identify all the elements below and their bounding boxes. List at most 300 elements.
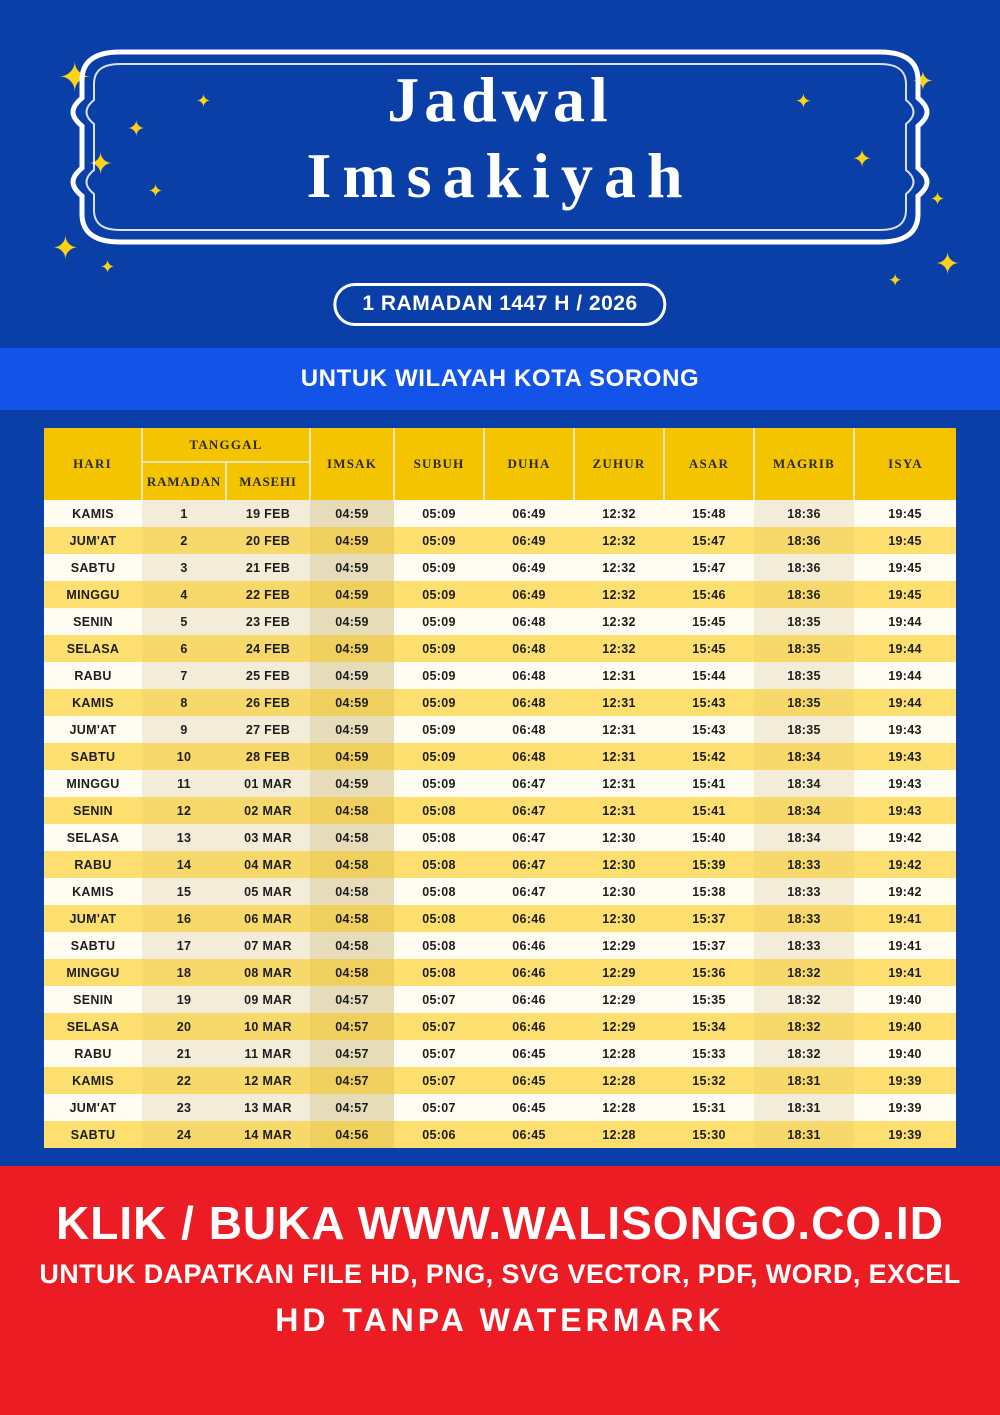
cell-imsak: 04:59 bbox=[310, 581, 394, 608]
cell-duha: 06:47 bbox=[484, 770, 574, 797]
cell-hari: JUM'AT bbox=[44, 716, 142, 743]
cell-isya: 19:44 bbox=[854, 689, 956, 716]
schedule-table-container bbox=[44, 428, 956, 1148]
cell-zuhur: 12:31 bbox=[574, 743, 664, 770]
col-header-imsak: IMSAK bbox=[310, 428, 394, 500]
cell-imsak: 04:58 bbox=[310, 851, 394, 878]
cell-duha: 06:48 bbox=[484, 716, 574, 743]
table-row bbox=[44, 1121, 956, 1148]
table-header bbox=[44, 428, 956, 500]
cell-asar: 15:33 bbox=[664, 1040, 754, 1067]
col-header-duha: DUHA bbox=[484, 428, 574, 500]
cell-magrib: 18:34 bbox=[754, 770, 854, 797]
cell-zuhur: 12:29 bbox=[574, 986, 664, 1013]
col-header-isya: ISYA bbox=[854, 428, 956, 500]
promo-footer bbox=[0, 1166, 1000, 1415]
cell-zuhur: 12:31 bbox=[574, 797, 664, 824]
promo-website-line[interactable]: KLIK / BUKA WWW.WALISONGO.CO.ID bbox=[56, 1197, 944, 1249]
table-row bbox=[44, 878, 956, 905]
cell-asar: 15:43 bbox=[664, 716, 754, 743]
cell-masehi: 27 FEB bbox=[226, 716, 310, 743]
cell-hari: SELASA bbox=[44, 1013, 142, 1040]
cell-ramadan: 12 bbox=[142, 797, 226, 824]
cell-hari: SABTU bbox=[44, 554, 142, 581]
ramadan-date-badge: 1 RAMADAN 1447 H / 2026 bbox=[333, 283, 666, 326]
cell-hari: SENIN bbox=[44, 986, 142, 1013]
schedule-table bbox=[44, 428, 956, 1148]
cell-ramadan: 24 bbox=[142, 1121, 226, 1148]
cell-isya: 19:42 bbox=[854, 878, 956, 905]
cell-ramadan: 2 bbox=[142, 527, 226, 554]
star-icon: ✦ bbox=[127, 116, 146, 141]
cell-masehi: 22 FEB bbox=[226, 581, 310, 608]
cell-magrib: 18:36 bbox=[754, 500, 854, 527]
cell-zuhur: 12:31 bbox=[574, 770, 664, 797]
promo-formats-line: UNTUK DAPATKAN FILE HD, PNG, SVG VECTOR, PDF, WORD, EXCEL bbox=[39, 1259, 961, 1289]
cell-hari: RABU bbox=[44, 662, 142, 689]
cell-isya: 19:43 bbox=[854, 716, 956, 743]
cell-hari: SABTU bbox=[44, 1121, 142, 1148]
cell-isya: 19:41 bbox=[854, 905, 956, 932]
table-row bbox=[44, 959, 956, 986]
cell-masehi: 03 MAR bbox=[226, 824, 310, 851]
table-row bbox=[44, 1040, 956, 1067]
cell-zuhur: 12:29 bbox=[574, 959, 664, 986]
cell-duha: 06:48 bbox=[484, 689, 574, 716]
cell-duha: 06:47 bbox=[484, 878, 574, 905]
cell-ramadan: 23 bbox=[142, 1094, 226, 1121]
cell-isya: 19:44 bbox=[854, 662, 956, 689]
cell-subuh: 05:06 bbox=[394, 1121, 484, 1148]
table-row bbox=[44, 905, 956, 932]
cell-duha: 06:47 bbox=[484, 824, 574, 851]
cell-asar: 15:45 bbox=[664, 635, 754, 662]
cell-asar: 15:46 bbox=[664, 581, 754, 608]
cell-duha: 06:49 bbox=[484, 554, 574, 581]
cell-ramadan: 9 bbox=[142, 716, 226, 743]
cell-asar: 15:47 bbox=[664, 527, 754, 554]
table-row bbox=[44, 743, 956, 770]
cell-duha: 06:46 bbox=[484, 932, 574, 959]
cell-isya: 19:45 bbox=[854, 500, 956, 527]
cell-hari: KAMIS bbox=[44, 689, 142, 716]
cell-masehi: 01 MAR bbox=[226, 770, 310, 797]
cell-ramadan: 14 bbox=[142, 851, 226, 878]
table-row bbox=[44, 608, 956, 635]
cell-duha: 06:48 bbox=[484, 662, 574, 689]
region-band bbox=[0, 348, 1000, 410]
cell-isya: 19:39 bbox=[854, 1121, 956, 1148]
table-row bbox=[44, 635, 956, 662]
cell-imsak: 04:58 bbox=[310, 878, 394, 905]
cell-zuhur: 12:28 bbox=[574, 1121, 664, 1148]
cell-hari: SELASA bbox=[44, 824, 142, 851]
table-row bbox=[44, 554, 956, 581]
cell-zuhur: 12:31 bbox=[574, 716, 664, 743]
cell-magrib: 18:32 bbox=[754, 986, 854, 1013]
cell-zuhur: 12:29 bbox=[574, 932, 664, 959]
cell-zuhur: 12:32 bbox=[574, 608, 664, 635]
region-label: UNTUK WILAYAH KOTA SORONG bbox=[300, 365, 700, 392]
cell-imsak: 04:56 bbox=[310, 1121, 394, 1148]
cell-masehi: 21 FEB bbox=[226, 554, 310, 581]
cell-subuh: 05:09 bbox=[394, 554, 484, 581]
cell-subuh: 05:08 bbox=[394, 851, 484, 878]
cell-hari: MINGGU bbox=[44, 581, 142, 608]
cell-asar: 15:37 bbox=[664, 905, 754, 932]
table-row bbox=[44, 797, 956, 824]
cell-magrib: 18:35 bbox=[754, 689, 854, 716]
cell-duha: 06:48 bbox=[484, 743, 574, 770]
cell-magrib: 18:36 bbox=[754, 527, 854, 554]
cell-masehi: 08 MAR bbox=[226, 959, 310, 986]
cell-imsak: 04:57 bbox=[310, 1094, 394, 1121]
cell-duha: 06:45 bbox=[484, 1067, 574, 1094]
table-body bbox=[44, 500, 956, 1148]
cell-subuh: 05:07 bbox=[394, 986, 484, 1013]
cell-magrib: 18:35 bbox=[754, 716, 854, 743]
cell-hari: RABU bbox=[44, 851, 142, 878]
cell-zuhur: 12:32 bbox=[574, 635, 664, 662]
table-row bbox=[44, 716, 956, 743]
cell-ramadan: 6 bbox=[142, 635, 226, 662]
cell-asar: 15:43 bbox=[664, 689, 754, 716]
cell-magrib: 18:35 bbox=[754, 662, 854, 689]
cell-asar: 15:38 bbox=[664, 878, 754, 905]
cell-masehi: 23 FEB bbox=[226, 608, 310, 635]
cell-zuhur: 12:30 bbox=[574, 851, 664, 878]
cell-subuh: 05:08 bbox=[394, 932, 484, 959]
col-header-hari: HARI bbox=[44, 428, 142, 500]
title-line-jadwal: Jadwal bbox=[387, 64, 613, 135]
star-icon: ✦ bbox=[930, 189, 946, 209]
cell-zuhur: 12:32 bbox=[574, 500, 664, 527]
table-row bbox=[44, 527, 956, 554]
cell-zuhur: 12:32 bbox=[574, 527, 664, 554]
cell-hari: RABU bbox=[44, 1040, 142, 1067]
cell-ramadan: 15 bbox=[142, 878, 226, 905]
cell-asar: 15:39 bbox=[664, 851, 754, 878]
cell-magrib: 18:34 bbox=[754, 743, 854, 770]
cell-imsak: 04:59 bbox=[310, 500, 394, 527]
cell-ramadan: 17 bbox=[142, 932, 226, 959]
cell-hari: JUM'AT bbox=[44, 527, 142, 554]
cell-masehi: 02 MAR bbox=[226, 797, 310, 824]
cell-isya: 19:39 bbox=[854, 1094, 956, 1121]
cell-masehi: 13 MAR bbox=[226, 1094, 310, 1121]
star-icon: ✦ bbox=[935, 248, 961, 281]
cell-isya: 19:44 bbox=[854, 608, 956, 635]
table-header-row-1 bbox=[44, 428, 956, 462]
cell-ramadan: 5 bbox=[142, 608, 226, 635]
cell-subuh: 05:09 bbox=[394, 770, 484, 797]
cell-masehi: 04 MAR bbox=[226, 851, 310, 878]
cell-asar: 15:47 bbox=[664, 554, 754, 581]
star-icon: ✦ bbox=[148, 181, 164, 201]
cell-isya: 19:40 bbox=[854, 1040, 956, 1067]
cell-hari: MINGGU bbox=[44, 959, 142, 986]
cell-subuh: 05:09 bbox=[394, 500, 484, 527]
cell-magrib: 18:32 bbox=[754, 959, 854, 986]
cell-masehi: 24 FEB bbox=[226, 635, 310, 662]
cell-imsak: 04:58 bbox=[310, 932, 394, 959]
cell-asar: 15:37 bbox=[664, 932, 754, 959]
star-icon: ✦ bbox=[52, 230, 79, 266]
cell-magrib: 18:32 bbox=[754, 1040, 854, 1067]
cell-subuh: 05:09 bbox=[394, 581, 484, 608]
cell-asar: 15:30 bbox=[664, 1121, 754, 1148]
cell-imsak: 04:58 bbox=[310, 959, 394, 986]
cell-hari: KAMIS bbox=[44, 500, 142, 527]
cell-ramadan: 16 bbox=[142, 905, 226, 932]
cell-isya: 19:44 bbox=[854, 635, 956, 662]
cell-isya: 19:42 bbox=[854, 851, 956, 878]
cell-asar: 15:42 bbox=[664, 743, 754, 770]
cell-masehi: 14 MAR bbox=[226, 1121, 310, 1148]
table-row bbox=[44, 932, 956, 959]
cell-isya: 19:43 bbox=[854, 743, 956, 770]
cell-imsak: 04:59 bbox=[310, 527, 394, 554]
cell-imsak: 04:58 bbox=[310, 905, 394, 932]
col-header-magrib: MAGRIB bbox=[754, 428, 854, 500]
cell-subuh: 05:09 bbox=[394, 608, 484, 635]
cell-subuh: 05:08 bbox=[394, 878, 484, 905]
cell-duha: 06:46 bbox=[484, 959, 574, 986]
cell-asar: 15:48 bbox=[664, 500, 754, 527]
star-icon: ✦ bbox=[100, 257, 116, 277]
cell-isya: 19:45 bbox=[854, 581, 956, 608]
cell-imsak: 04:58 bbox=[310, 824, 394, 851]
star-icon: ✦ bbox=[912, 66, 934, 96]
cell-subuh: 05:08 bbox=[394, 905, 484, 932]
cell-magrib: 18:36 bbox=[754, 554, 854, 581]
cell-zuhur: 12:28 bbox=[574, 1040, 664, 1067]
cell-hari: SENIN bbox=[44, 797, 142, 824]
cell-magrib: 18:35 bbox=[754, 635, 854, 662]
cell-ramadan: 22 bbox=[142, 1067, 226, 1094]
table-row bbox=[44, 770, 956, 797]
col-header-subuh: SUBUH bbox=[394, 428, 484, 500]
cell-ramadan: 7 bbox=[142, 662, 226, 689]
cell-subuh: 05:07 bbox=[394, 1013, 484, 1040]
cell-isya: 19:43 bbox=[854, 797, 956, 824]
cell-magrib: 18:33 bbox=[754, 851, 854, 878]
cell-duha: 06:48 bbox=[484, 608, 574, 635]
cell-ramadan: 18 bbox=[142, 959, 226, 986]
cell-hari: KAMIS bbox=[44, 1067, 142, 1094]
cell-masehi: 12 MAR bbox=[226, 1067, 310, 1094]
cell-hari: MINGGU bbox=[44, 770, 142, 797]
table-row bbox=[44, 500, 956, 527]
table-row bbox=[44, 851, 956, 878]
cell-asar: 15:35 bbox=[664, 986, 754, 1013]
cell-asar: 15:40 bbox=[664, 824, 754, 851]
cell-magrib: 18:35 bbox=[754, 608, 854, 635]
col-header-tanggal: TANGGAL bbox=[142, 428, 310, 462]
star-icon: ✦ bbox=[58, 56, 92, 100]
star-icon: ✦ bbox=[88, 148, 114, 181]
cell-masehi: 28 FEB bbox=[226, 743, 310, 770]
cell-imsak: 04:57 bbox=[310, 986, 394, 1013]
cell-imsak: 04:59 bbox=[310, 716, 394, 743]
cell-ramadan: 13 bbox=[142, 824, 226, 851]
cell-ramadan: 11 bbox=[142, 770, 226, 797]
cell-isya: 19:43 bbox=[854, 770, 956, 797]
cell-duha: 06:47 bbox=[484, 797, 574, 824]
cell-hari: JUM'AT bbox=[44, 1094, 142, 1121]
cell-subuh: 05:07 bbox=[394, 1040, 484, 1067]
cell-magrib: 18:36 bbox=[754, 581, 854, 608]
col-header-asar: ASAR bbox=[664, 428, 754, 500]
cell-magrib: 18:31 bbox=[754, 1067, 854, 1094]
cell-zuhur: 12:32 bbox=[574, 581, 664, 608]
table-row bbox=[44, 1013, 956, 1040]
cell-magrib: 18:33 bbox=[754, 932, 854, 959]
cell-imsak: 04:59 bbox=[310, 608, 394, 635]
cell-isya: 19:41 bbox=[854, 932, 956, 959]
cell-imsak: 04:59 bbox=[310, 554, 394, 581]
table-row bbox=[44, 1094, 956, 1121]
cell-isya: 19:40 bbox=[854, 1013, 956, 1040]
cell-imsak: 04:59 bbox=[310, 689, 394, 716]
cell-ramadan: 10 bbox=[142, 743, 226, 770]
cell-isya: 19:40 bbox=[854, 986, 956, 1013]
cell-asar: 15:32 bbox=[664, 1067, 754, 1094]
cell-imsak: 04:59 bbox=[310, 770, 394, 797]
cell-imsak: 04:59 bbox=[310, 743, 394, 770]
cell-magrib: 18:33 bbox=[754, 878, 854, 905]
cell-magrib: 18:31 bbox=[754, 1094, 854, 1121]
cell-subuh: 05:08 bbox=[394, 797, 484, 824]
cell-hari: KAMIS bbox=[44, 878, 142, 905]
cell-subuh: 05:07 bbox=[394, 1094, 484, 1121]
cell-asar: 15:34 bbox=[664, 1013, 754, 1040]
cell-asar: 15:41 bbox=[664, 770, 754, 797]
cell-asar: 15:31 bbox=[664, 1094, 754, 1121]
cell-imsak: 04:57 bbox=[310, 1067, 394, 1094]
poster-header bbox=[0, 0, 1000, 348]
cell-duha: 06:46 bbox=[484, 986, 574, 1013]
cell-isya: 19:39 bbox=[854, 1067, 956, 1094]
cell-asar: 15:41 bbox=[664, 797, 754, 824]
cell-isya: 19:45 bbox=[854, 527, 956, 554]
cell-masehi: 19 FEB bbox=[226, 500, 310, 527]
cell-masehi: 07 MAR bbox=[226, 932, 310, 959]
cell-subuh: 05:09 bbox=[394, 527, 484, 554]
cell-duha: 06:46 bbox=[484, 1013, 574, 1040]
table-row bbox=[44, 662, 956, 689]
star-icon: ✦ bbox=[795, 91, 812, 113]
cell-magrib: 18:34 bbox=[754, 797, 854, 824]
cell-ramadan: 3 bbox=[142, 554, 226, 581]
cell-hari: SABTU bbox=[44, 932, 142, 959]
cell-imsak: 04:58 bbox=[310, 797, 394, 824]
cell-subuh: 05:08 bbox=[394, 959, 484, 986]
cell-ramadan: 21 bbox=[142, 1040, 226, 1067]
cell-imsak: 04:59 bbox=[310, 662, 394, 689]
cell-subuh: 05:09 bbox=[394, 635, 484, 662]
cell-duha: 06:48 bbox=[484, 635, 574, 662]
cell-masehi: 05 MAR bbox=[226, 878, 310, 905]
cell-ramadan: 8 bbox=[142, 689, 226, 716]
cell-masehi: 20 FEB bbox=[226, 527, 310, 554]
cell-imsak: 04:57 bbox=[310, 1013, 394, 1040]
cell-zuhur: 12:28 bbox=[574, 1067, 664, 1094]
cell-masehi: 06 MAR bbox=[226, 905, 310, 932]
cell-masehi: 09 MAR bbox=[226, 986, 310, 1013]
cell-imsak: 04:59 bbox=[310, 635, 394, 662]
cell-duha: 06:49 bbox=[484, 527, 574, 554]
promo-watermark-line: HD TANPA WATERMARK bbox=[275, 1302, 725, 1338]
cell-duha: 06:45 bbox=[484, 1094, 574, 1121]
cell-masehi: 25 FEB bbox=[226, 662, 310, 689]
cell-hari: JUM'AT bbox=[44, 905, 142, 932]
cell-subuh: 05:08 bbox=[394, 824, 484, 851]
cell-masehi: 10 MAR bbox=[226, 1013, 310, 1040]
cell-magrib: 18:32 bbox=[754, 1013, 854, 1040]
cell-duha: 06:47 bbox=[484, 851, 574, 878]
table-row bbox=[44, 689, 956, 716]
cell-duha: 06:49 bbox=[484, 581, 574, 608]
cell-magrib: 18:33 bbox=[754, 905, 854, 932]
star-icon: ✦ bbox=[196, 91, 212, 111]
cell-duha: 06:49 bbox=[484, 500, 574, 527]
col-header-ramadan: RAMADAN bbox=[142, 462, 226, 500]
cell-zuhur: 12:30 bbox=[574, 878, 664, 905]
cell-zuhur: 12:28 bbox=[574, 1094, 664, 1121]
table-row bbox=[44, 581, 956, 608]
cell-zuhur: 12:30 bbox=[574, 905, 664, 932]
title-line-imsakiyah: Imsakiyah bbox=[306, 140, 694, 211]
cell-zuhur: 12:32 bbox=[574, 554, 664, 581]
cell-ramadan: 20 bbox=[142, 1013, 226, 1040]
cell-isya: 19:42 bbox=[854, 824, 956, 851]
cell-imsak: 04:57 bbox=[310, 1040, 394, 1067]
cell-duha: 06:45 bbox=[484, 1040, 574, 1067]
cell-asar: 15:44 bbox=[664, 662, 754, 689]
table-row bbox=[44, 986, 956, 1013]
cell-subuh: 05:09 bbox=[394, 716, 484, 743]
col-header-masehi: MASEHI bbox=[226, 462, 310, 500]
cell-asar: 15:45 bbox=[664, 608, 754, 635]
cell-magrib: 18:34 bbox=[754, 824, 854, 851]
cell-ramadan: 4 bbox=[142, 581, 226, 608]
cell-ramadan: 1 bbox=[142, 500, 226, 527]
cell-zuhur: 12:29 bbox=[574, 1013, 664, 1040]
cell-isya: 19:45 bbox=[854, 554, 956, 581]
cell-subuh: 05:07 bbox=[394, 1067, 484, 1094]
table-row bbox=[44, 824, 956, 851]
cell-asar: 15:36 bbox=[664, 959, 754, 986]
col-header-zuhur: ZUHUR bbox=[574, 428, 664, 500]
cell-ramadan: 19 bbox=[142, 986, 226, 1013]
cell-hari: SELASA bbox=[44, 635, 142, 662]
cell-zuhur: 12:31 bbox=[574, 689, 664, 716]
cell-hari: SENIN bbox=[44, 608, 142, 635]
star-icon: ✦ bbox=[852, 146, 873, 173]
cell-magrib: 18:31 bbox=[754, 1121, 854, 1148]
cell-subuh: 05:09 bbox=[394, 689, 484, 716]
cell-masehi: 11 MAR bbox=[226, 1040, 310, 1067]
cell-hari: SABTU bbox=[44, 743, 142, 770]
cell-subuh: 05:09 bbox=[394, 743, 484, 770]
cell-duha: 06:45 bbox=[484, 1121, 574, 1148]
star-icon: ✦ bbox=[888, 271, 903, 290]
cell-zuhur: 12:31 bbox=[574, 662, 664, 689]
cell-duha: 06:46 bbox=[484, 905, 574, 932]
page-title bbox=[0, 62, 1000, 214]
cell-masehi: 26 FEB bbox=[226, 689, 310, 716]
